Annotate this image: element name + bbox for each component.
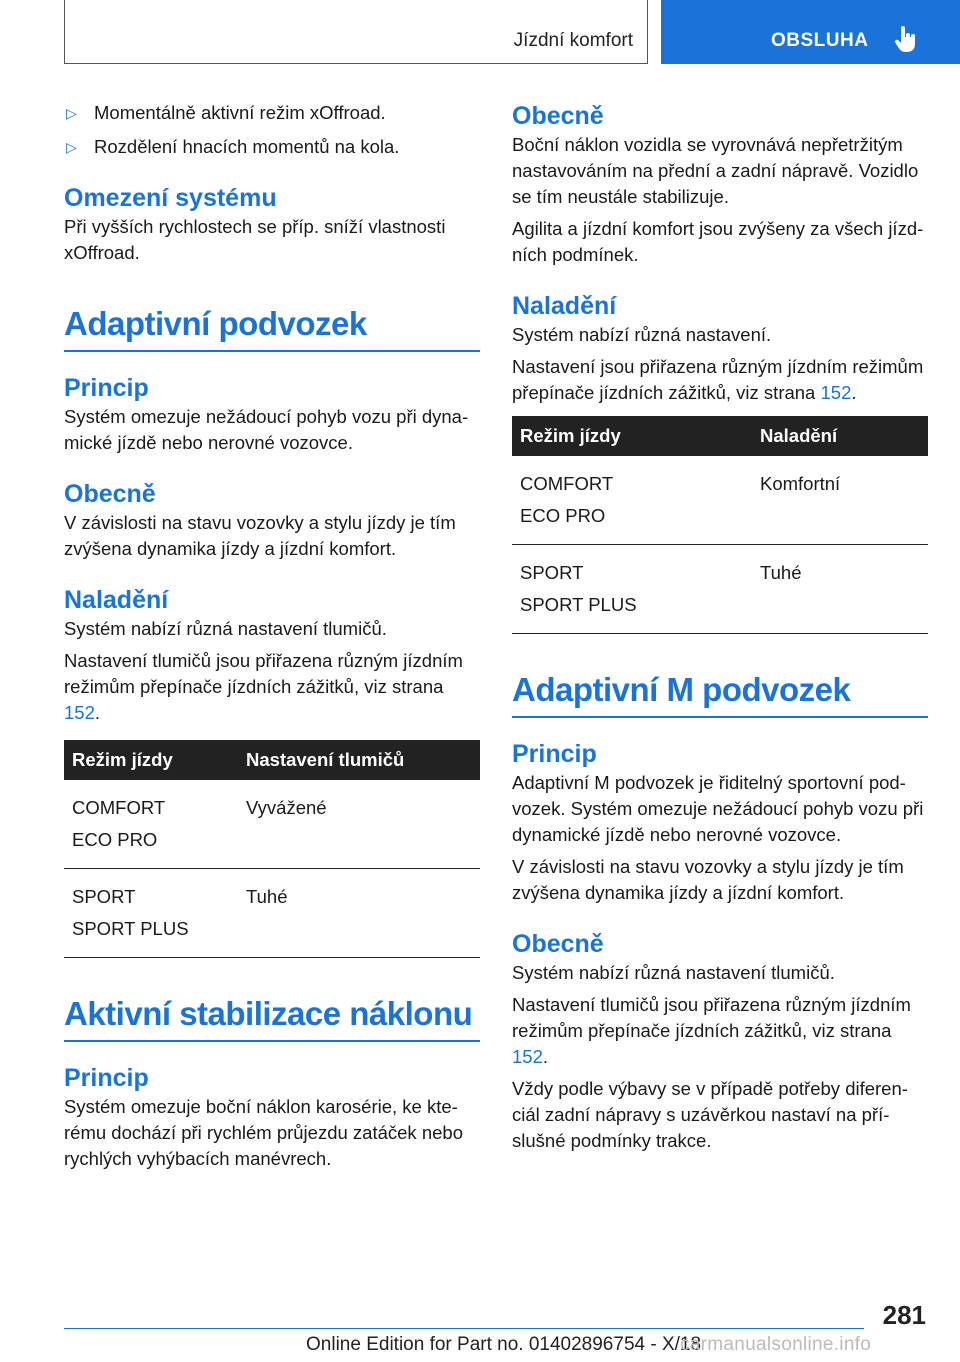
page-number: 281 bbox=[882, 1300, 926, 1330]
section-title: Jízdní komfort bbox=[513, 30, 633, 51]
column-header: Režim jízdy bbox=[512, 416, 752, 456]
paragraph: V závislosti na stavu vozovky a stylu jízdy je tím zvýšena dynamika jízdy a jízdní komfort. bbox=[64, 512, 456, 559]
page-link[interactable]: 152 bbox=[64, 702, 95, 723]
list-item: ▷ Momentálně aktivní režim xOffroad. bbox=[64, 100, 480, 126]
heading-omezeni: Omezení systému bbox=[64, 184, 277, 212]
paragraph: Agilita a jízdní komfort jsou zvýšeny za všech jízd- ních podmínek. bbox=[512, 218, 924, 265]
edition-text: Online Edition for Part no. 01402896754 - X/18 bbox=[306, 1334, 702, 1355]
tab-obsluha[interactable] bbox=[661, 0, 960, 64]
section-title-adaptivni-podvozek: Adaptivní podvozek bbox=[64, 302, 480, 352]
tuning-settings-table bbox=[512, 416, 928, 634]
column-header: Nastavení tlumičů bbox=[238, 740, 480, 780]
paragraph: Adaptivní M podvozek je řiditelný sportovní pod- vozek. Systém omezuje nežádoucí pohyb vozu při dynamické jízdě nebo nerovné vozovce. bbox=[512, 772, 924, 845]
paragraph: Nastavení tlumičů jsou přiřazena různým jízdním režimům přepínače jízdních zážitků, viz strana 152. bbox=[512, 994, 911, 1067]
page-link[interactable]: 152 bbox=[820, 382, 852, 403]
paragraph: Při vyšších rychlostech se příp. sníží vlastnosti xOffroad. bbox=[64, 216, 446, 263]
right-column bbox=[512, 100, 928, 1154]
watermark: carmanualsonline.info bbox=[680, 1334, 872, 1355]
paragraph: Nastavení tlumičů jsou přiřazena různým jízdním režimům přepínače jízdních zážitků, viz strana 152. bbox=[64, 650, 463, 723]
heading-naladeni: Naladění bbox=[512, 292, 617, 320]
heading-obecne: Obecně bbox=[64, 480, 156, 508]
paragraph: Boční náklon vozidla se vyrovnává nepřetržitým nastavováním na přední a zadní nápravě. Vozidlo se tím neustále stabilizuje. bbox=[512, 134, 919, 207]
column-header: Naladění bbox=[752, 416, 928, 456]
table-cell: COMFORT ECO PRO bbox=[512, 456, 752, 545]
column-header: Režim jízdy bbox=[64, 740, 238, 780]
heading-naladeni: Naladění bbox=[64, 586, 169, 614]
table-row bbox=[512, 456, 928, 545]
paragraph: V závislosti na stavu vozovky a stylu jízdy je tím zvýšena dynamika jízdy a jízdní komfort. bbox=[512, 856, 904, 903]
table-cell: Tuhé bbox=[238, 869, 480, 958]
paragraph: Systém nabízí různá nastavení. bbox=[512, 324, 772, 345]
damper-settings-table bbox=[64, 740, 480, 958]
list-item: ▷ Rozdělení hnacích momentů na kola. bbox=[64, 134, 480, 160]
triangle-bullet-icon: ▷ bbox=[66, 139, 77, 155]
heading-princip: Princip bbox=[64, 374, 149, 402]
paragraph: Nastavení jsou přiřazena různým jízdním režimům přepínače jízdních zážitků, viz strana 152. bbox=[512, 356, 924, 403]
table-cell: Vyvážené bbox=[238, 780, 480, 869]
table-header-row bbox=[64, 740, 480, 780]
table-row bbox=[64, 869, 480, 958]
section-title-aktivni-stabilizace: Aktivní stabilizace náklonu bbox=[64, 992, 480, 1042]
heading-obecne: Obecně bbox=[512, 930, 604, 958]
paragraph: Vždy podle výbavy se v případě potřeby diferen- ciál zadní nápravy s uzávěrkou nastaví na pří- slušné podmínky trakce. bbox=[512, 1078, 908, 1151]
hand-pointer-icon bbox=[895, 26, 917, 54]
paragraph: Systém nabízí různá nastavení tlumičů. bbox=[64, 618, 387, 639]
table-cell: Tuhé bbox=[752, 545, 928, 634]
table-row bbox=[512, 545, 928, 634]
table-cell: Komfortní bbox=[752, 456, 928, 545]
left-column bbox=[64, 100, 480, 1172]
table-row bbox=[64, 780, 480, 869]
paragraph: Systém nabízí různá nastavení tlumičů. bbox=[512, 962, 835, 983]
section-title-adaptivni-m-podvozek: Adaptivní M podvozek bbox=[512, 668, 928, 718]
tab-label: OBSLUHA bbox=[771, 30, 869, 51]
heading-obecne: Obecně bbox=[512, 102, 604, 130]
header-section-box bbox=[64, 0, 648, 64]
heading-princip: Princip bbox=[512, 740, 597, 768]
footer-divider bbox=[64, 1328, 864, 1329]
paragraph: Systém omezuje boční náklon karosérie, ke kte- rému dochází při rychlém průjezdu zatáček nebo rychlých vyhýbacích manévrech. bbox=[64, 1096, 463, 1169]
table-cell: SPORT SPORT PLUS bbox=[512, 545, 752, 634]
table-cell: COMFORT ECO PRO bbox=[64, 780, 238, 869]
paragraph: Systém omezuje nežádoucí pohyb vozu při dyna- mické jízdě nebo nerovné vozovce. bbox=[64, 406, 469, 453]
heading-princip: Princip bbox=[64, 1064, 149, 1092]
triangle-bullet-icon: ▷ bbox=[66, 105, 77, 121]
table-cell: SPORT SPORT PLUS bbox=[64, 869, 238, 958]
page-link[interactable]: 152 bbox=[512, 1046, 543, 1067]
table-header-row bbox=[512, 416, 928, 456]
